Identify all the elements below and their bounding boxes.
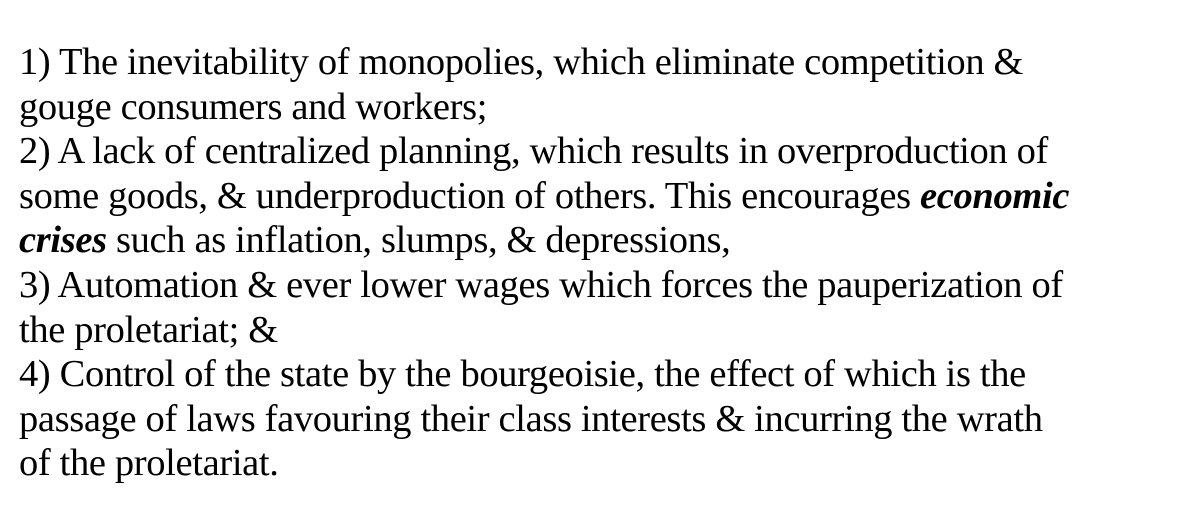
item-2-emphasis-crises: crises [19,219,107,262]
item-1-text-line-1: The inevitability of monopolies, which eliminate competition & [58,41,1024,83]
document-text [19,40,1194,486]
item-2-line-1 [19,129,1194,174]
item-2-line-3 [19,218,1194,263]
item-3-line-2 [19,308,1194,353]
item-1-number: 1) [19,41,51,83]
item-4-text-line-2: passage of laws favouring their class interests & incurring the wrath [19,397,1043,440]
item-2-text-line-1: A lack of centralized planning, which results in overproduction of [57,130,1048,173]
item-4-line-2 [19,397,1194,442]
item-4-line-1 [19,352,1194,397]
item-4-text-line-1: Control of the state by the bourgeoisie, the effect of which is the [59,353,1026,396]
item-2-emphasis-economic: economic [920,174,1070,217]
item-3-text-line-1: Automation & ever lower wages which forces the pauperization of [57,263,1063,306]
item-2-number: 2) [19,130,51,173]
item-3-number: 3) [19,263,51,306]
item-4-line-3 [19,441,1194,486]
item-4-number: 4) [19,353,51,396]
item-2-line-2 [19,174,1194,219]
item-2-text-line-3: such as inflation, slumps, & depressions, [116,219,731,262]
item-3-line-1 [19,263,1194,308]
item-1-line-1 [19,40,1194,85]
item-1-line-2 [19,85,1194,130]
item-1-text-line-2: gouge consumers and workers; [19,85,488,128]
item-4-text-line-3: of the proletariat. [19,442,279,485]
item-3-text-line-2: the proletariat; & [19,308,278,351]
item-2-text-line-2: some goods, & underproduction of others. This encourages [19,174,911,217]
